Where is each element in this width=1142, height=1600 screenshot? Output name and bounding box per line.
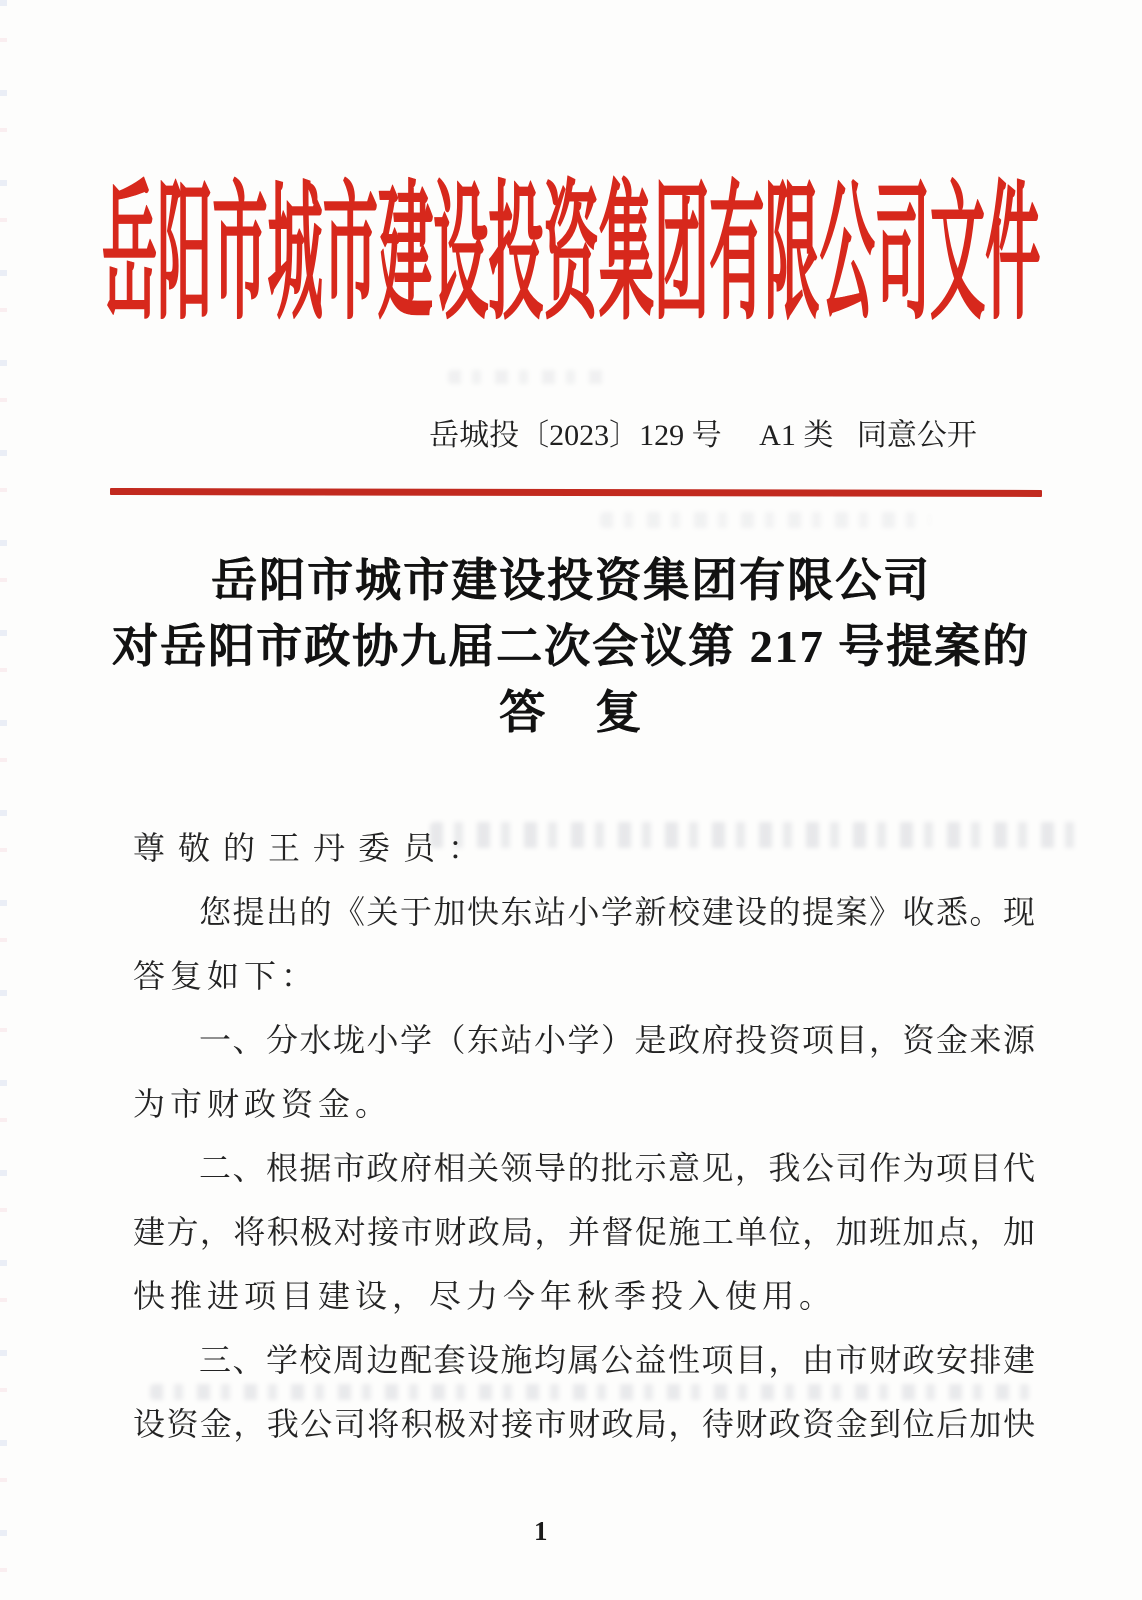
scan-edge-artifact <box>0 0 7 1600</box>
salutation-line: 尊敬的王丹委员： <box>133 830 494 866</box>
body-line: 建方，将积极对接市财政局，并督促施工单位，加班加点，加 <box>133 1214 1035 1250</box>
body-line: 设资金，我公司将积极对接市财政局，待财政资金到位后加快 <box>133 1406 1035 1442</box>
doc-issue-number: 岳城投〔2023〕129 号 <box>429 419 722 452</box>
body-line-item-1: 一、分水垅小学（东站小学）是政府投资项目，资金来源 <box>199 1022 1035 1058</box>
body-line: 您提出的《关于加快东站小学新校建设的提案》收悉。现 <box>199 894 1035 930</box>
reply-title-line-3: 答 复 <box>499 687 643 738</box>
reply-title-line-2: 对岳阳市政协九届二次会议第 217 号提案的 <box>112 621 1030 672</box>
body-line: 快推进项目建设，尽力今年秋季投入使用。 <box>133 1278 837 1314</box>
body-line: 为市财政资金。 <box>133 1086 393 1122</box>
body-line: 答复如下： <box>133 958 319 994</box>
page-number: 1 <box>534 1516 548 1546</box>
doc-class-label: A1 类 <box>759 419 834 452</box>
doc-number-row <box>264 416 1142 456</box>
reply-title <box>0 548 1142 746</box>
letterhead-title: 岳阳市城市建设投资集团有限公司文件 <box>101 172 1041 338</box>
body-line-item-2: 二、根据市政府相关领导的批示意见，我公司作为项目代 <box>199 1150 1035 1186</box>
bleedthrough-smudge <box>600 512 930 528</box>
doc-publicity-label: 同意公开 <box>856 419 977 452</box>
body-line-item-3: 三、学校周边配套设施均属公益性项目，由市财政安排建 <box>199 1342 1035 1378</box>
letter-body <box>133 816 1035 1456</box>
red-separator-line <box>110 488 1042 497</box>
bleedthrough-smudge <box>448 370 608 384</box>
reply-title-line-1: 岳阳市城市建设投资集团有限公司 <box>211 555 931 606</box>
